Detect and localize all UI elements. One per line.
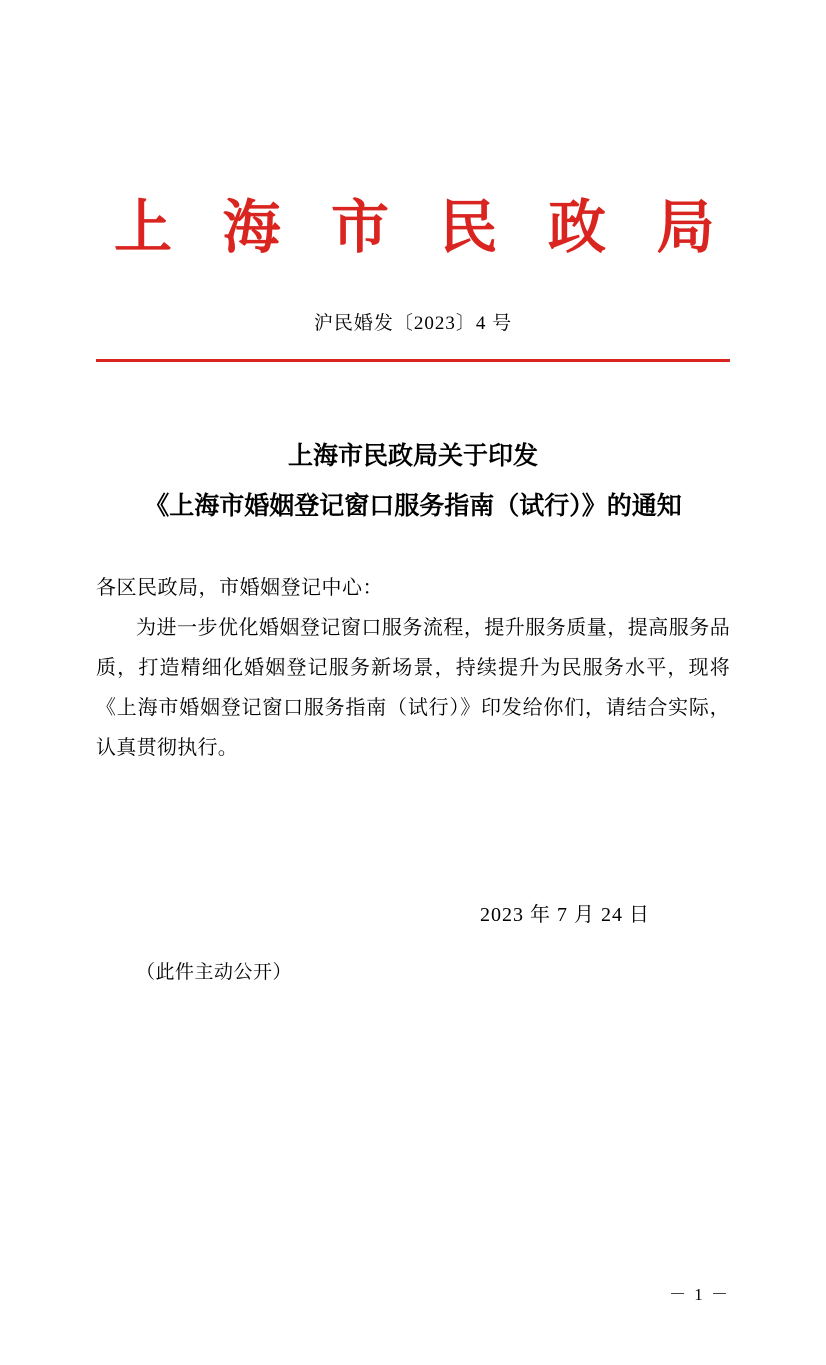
- body-paragraph: 为进一步优化婚姻登记窗口服务流程，提升服务质量，提高服务品质，打造精细化婚姻登记服务新场景，持续提升为民服务水平，现将《上海市婚姻登记窗口服务指南（试行）》印发给你们，请结合实际，认真贯彻执行。: [96, 616, 730, 759]
- disclosure-note: （此件主动公开）: [136, 961, 293, 983]
- salutation: 各区民政局，市婚姻登记中心：: [96, 576, 383, 599]
- title-line-2: 《上海市婚姻登记窗口服务指南（试行）》的通知: [144, 492, 682, 520]
- masthead-title: 上 海 市 民 政 局: [114, 195, 733, 260]
- issue-date: 2023 年 7 月 24 日: [480, 903, 650, 926]
- title-block: [96, 432, 730, 532]
- document-page: [0, 196, 826, 1365]
- document-number: 沪民婚发〔2023〕4 号: [313, 312, 513, 334]
- title-line-1: 上海市民政局关于印发: [287, 442, 538, 470]
- red-divider-rule: [96, 359, 730, 362]
- page-number: － 1 －: [669, 1285, 730, 1304]
